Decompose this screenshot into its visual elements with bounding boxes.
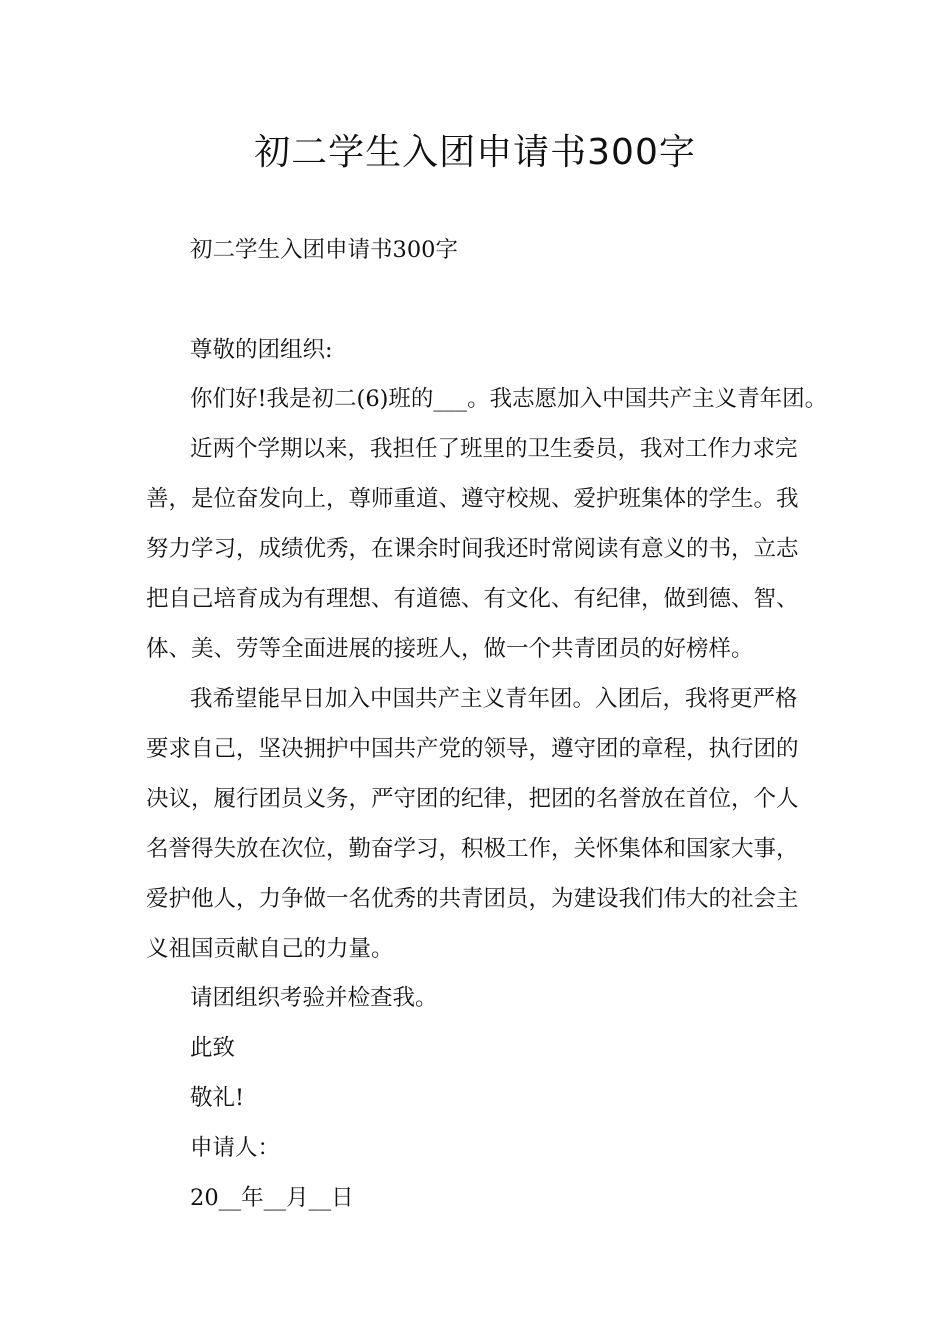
body-line: 我希望能早日加入中国共产主义青年团。入团后，我将更严格 <box>190 686 798 712</box>
closing-line: 此致 <box>190 1035 236 1061</box>
body-line: 决议，履行团员义务，严守团的纪律，把团的名誉放在首位，个人 <box>146 786 799 812</box>
document-subtitle: 初二学生入团申请书300字 <box>190 237 458 263</box>
body-line: 近两个学期以来，我担任了班里的卫生委员，我对工作力求完 <box>190 436 798 462</box>
body-line: 你们好!我是初二(6)班的___。我志愿加入中国共产主义青年团。 <box>190 386 828 412</box>
body-line: 体、美、劳等全面进展的接班人，做一个共青团员的好榜样。 <box>146 636 754 662</box>
body-line: 努力学习，成绩优秀，在课余时间我还时常阅读有意义的书，立志 <box>146 536 799 562</box>
body-line: 把自己培育成为有理想、有道德、有文化、有纪律，做到德、智、 <box>146 586 799 612</box>
body-line: 请团组织考验并检查我。 <box>190 985 438 1011</box>
date-line: 20__年__月__日 <box>190 1185 354 1211</box>
body-line: 要求自己，坚决拥护中国共产党的领导，遵守团的章程，执行团的 <box>146 736 799 762</box>
body-line: 善，是位奋发向上，尊师重道、遵守校规、爱护班集体的学生。我 <box>146 486 799 512</box>
applicant-line: 申请人： <box>190 1135 281 1161</box>
closing-line: 敬礼! <box>190 1085 245 1111</box>
body-line: 义祖国贡献自己的力量。 <box>146 936 394 962</box>
salutation: 尊敬的团组织: <box>190 337 333 363</box>
body-line: 名誉得失放在次位，勤奋学习，积极工作，关怀集体和国家大事， <box>146 836 799 862</box>
document-title: 初二学生入团申请书300字 <box>254 132 696 173</box>
body-line: 爱护他人，力争做一名优秀的共青团员，为建设我们伟大的社会主 <box>146 886 799 912</box>
